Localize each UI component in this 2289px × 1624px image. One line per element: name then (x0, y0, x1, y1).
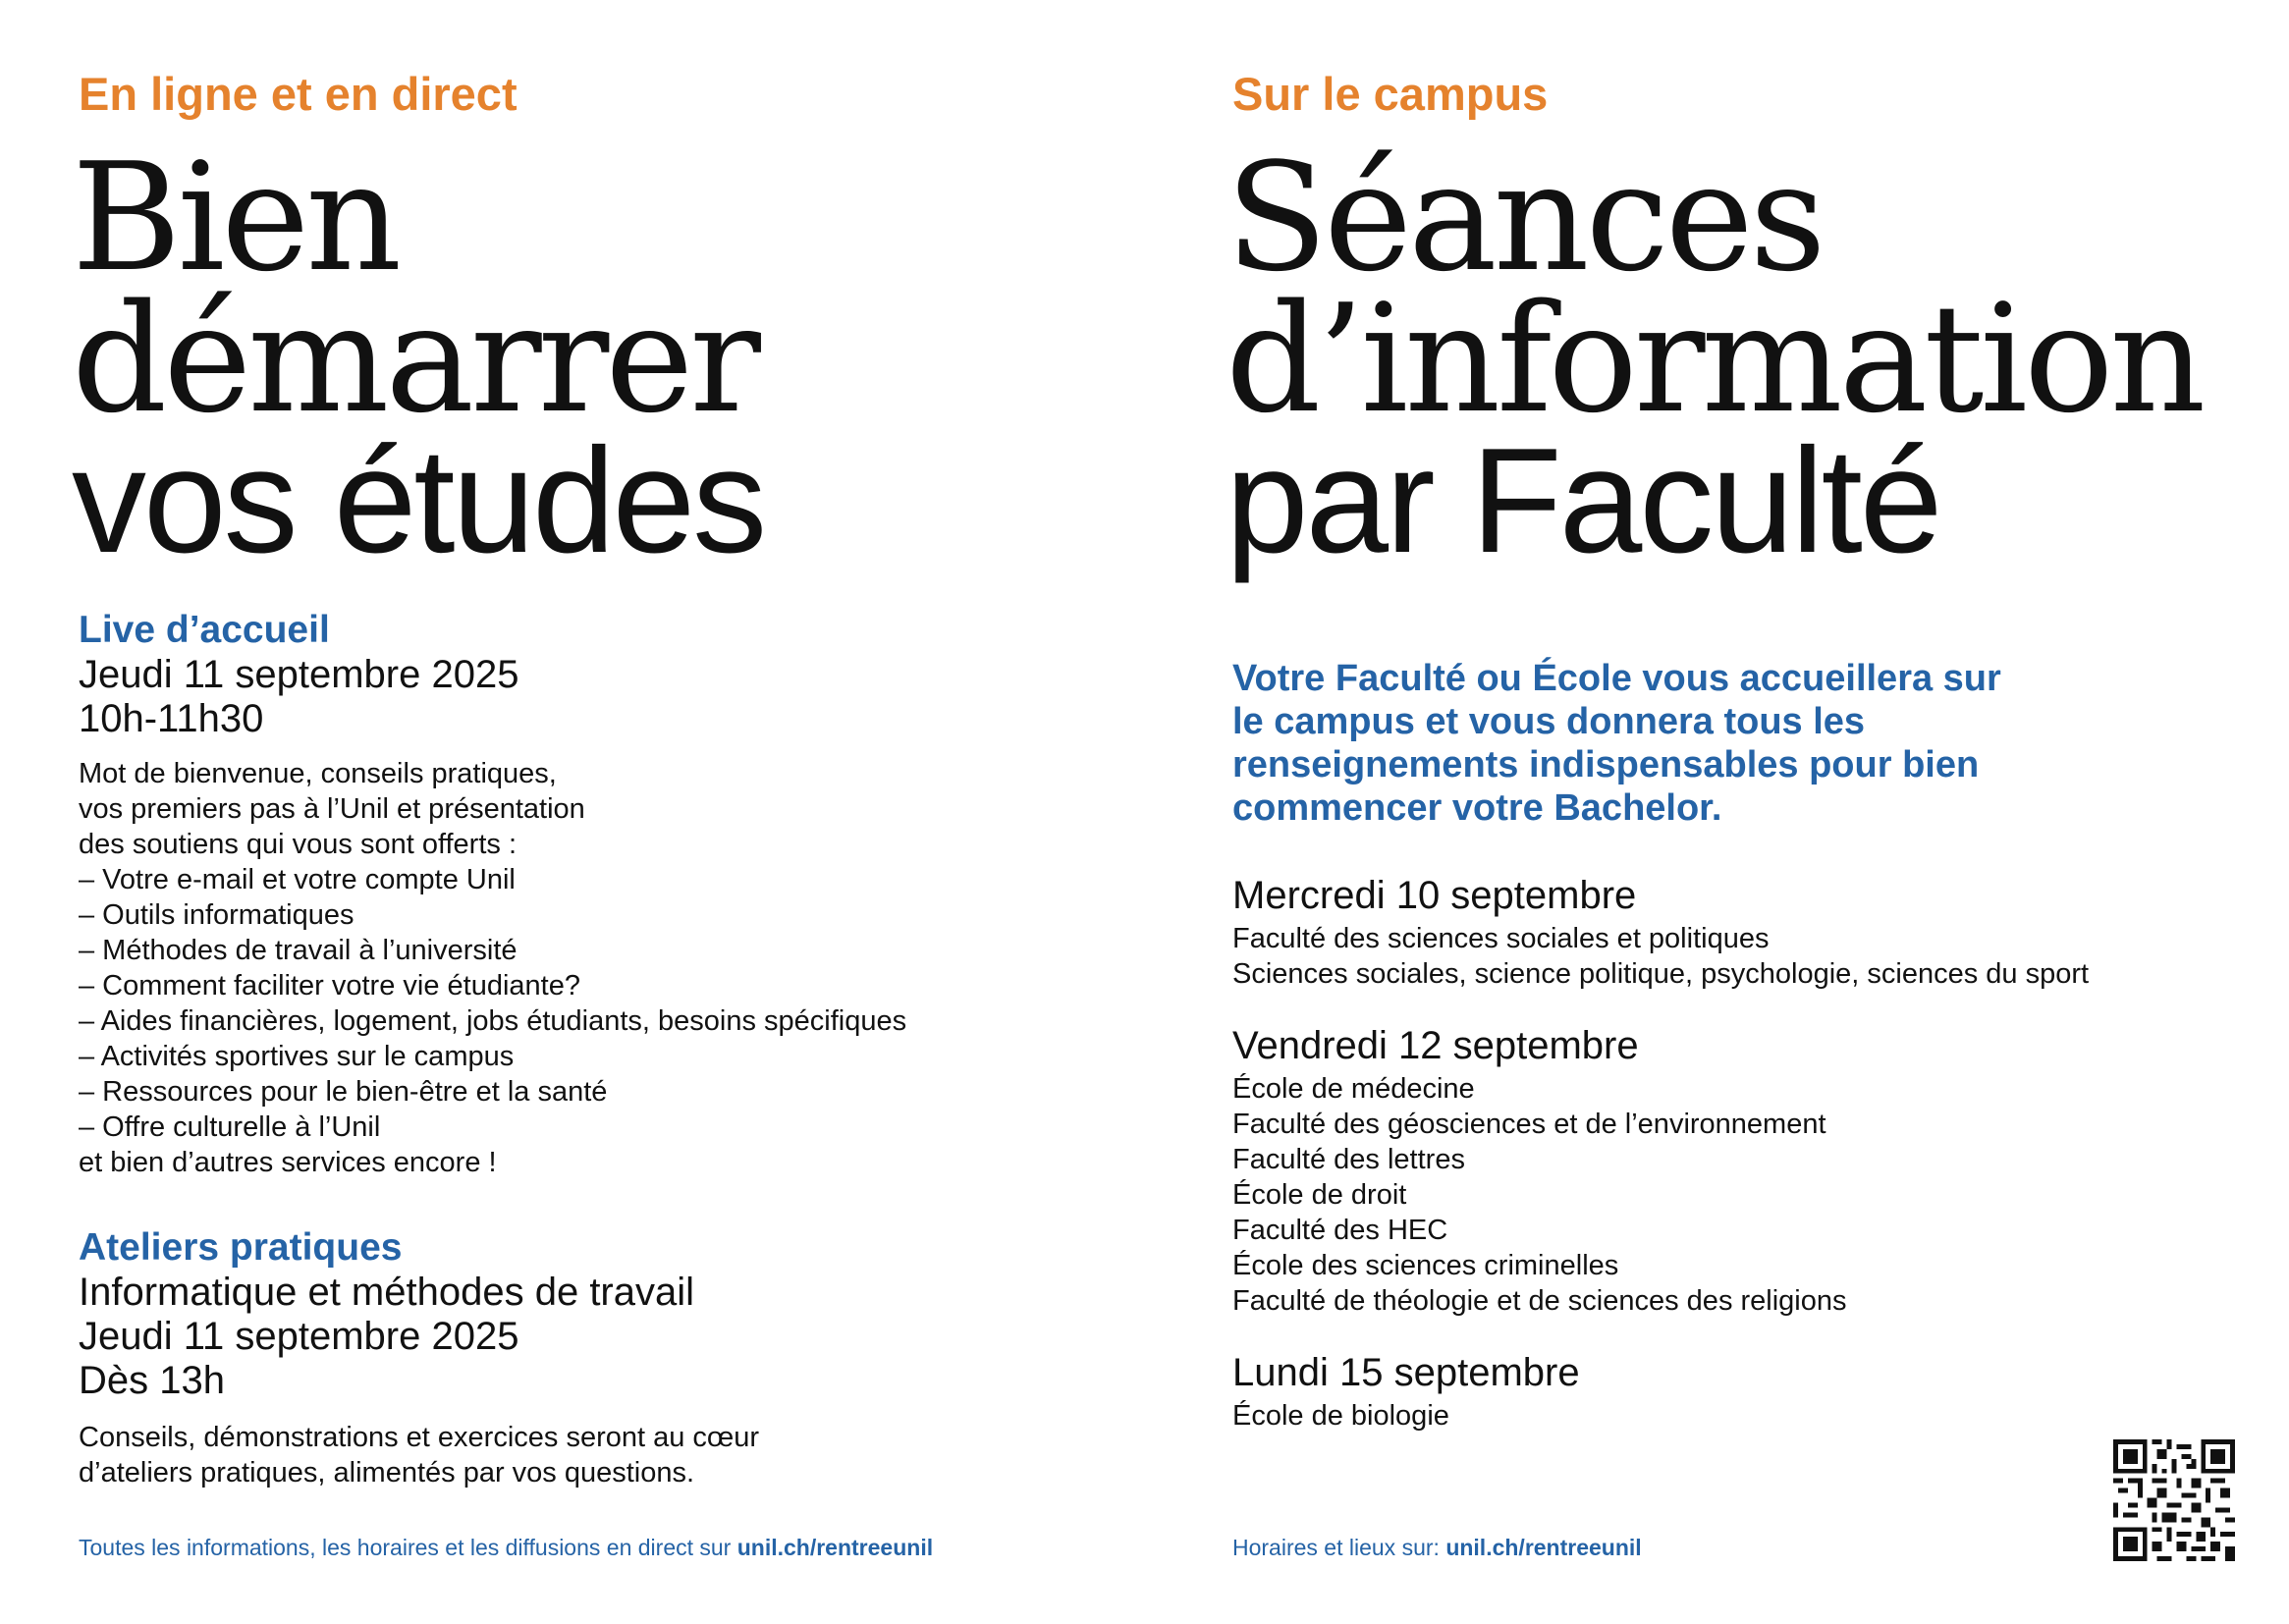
ateliers-line: d’ateliers pratiques, alimentés par vos questions. (79, 1457, 695, 1489)
live-line: des soutiens qui vous sont offerts : (79, 829, 518, 860)
session-item: École des sciences criminelles (1232, 1250, 1619, 1281)
left-headline (72, 131, 765, 584)
live-line: Mot de bienvenue, conseils pratiques, (79, 758, 557, 789)
live-line: – Comment faciliter votre vie étudiante? (79, 970, 580, 1001)
live-line: – Aides financières, logement, jobs étudiants, besoins spécifiques (79, 1005, 907, 1037)
right-headline-line: Séances (1226, 131, 1823, 304)
left-footer-link[interactable]: unil.ch/rentreeunil (736, 1535, 934, 1560)
right-eyebrow: Sur le campus (1232, 68, 1549, 120)
live-title: Live d’accueil (79, 609, 330, 651)
right-headline (1226, 131, 2203, 584)
session-item: École de droit (1232, 1179, 1407, 1211)
left-headline-line: démarrer (72, 272, 757, 446)
right-footer (1232, 1535, 1642, 1561)
right-footer-link[interactable]: unil.ch/rentreeunil (1445, 1535, 1642, 1560)
session-block (1232, 1024, 1847, 1319)
live-line: – Ressources pour le bien-être et la santé (79, 1076, 608, 1108)
live-line: – Votre e-mail et votre compte Unil (79, 864, 516, 895)
live-line: et bien d’autres services encore ! (79, 1147, 497, 1178)
qr-code-icon[interactable] (2113, 1439, 2235, 1561)
ateliers-section (79, 1225, 759, 1490)
right-headline-line: par Faculté (1226, 417, 1940, 584)
live-line: vos premiers pas à l’Unil et présentation (79, 793, 585, 825)
intro-text (1232, 657, 2001, 830)
ateliers-time: Dès 13h (79, 1359, 225, 1402)
live-description (79, 756, 906, 1180)
intro-line: renseignements indispensables pour bien (1232, 744, 1980, 785)
ateliers-description (79, 1420, 759, 1490)
live-time: 10h-11h30 (79, 697, 264, 740)
live-line: – Outils informatiques (79, 899, 354, 931)
left-headline-line: vos études (72, 417, 765, 584)
right-footer-text: Horaires et lieux sur: (1232, 1535, 1446, 1560)
session-day: Lundi 15 septembre (1232, 1351, 1580, 1394)
session-item: École de biologie (1232, 1400, 1449, 1432)
ateliers-date: Jeudi 11 septembre 2025 (79, 1315, 519, 1358)
session-item: Faculté des géosciences et de l’environnement (1232, 1109, 1826, 1140)
live-date: Jeudi 11 septembre 2025 (79, 653, 519, 696)
session-block (1232, 1351, 1580, 1434)
intro-line: Votre Faculté ou École vous accueillera sur (1232, 658, 2001, 699)
right-headline-line: d’information (1226, 272, 2203, 446)
session-item: Faculté des lettres (1232, 1144, 1465, 1175)
ateliers-line: Conseils, démonstrations et exercices seront au cœur (79, 1422, 760, 1453)
live-line: – Offre culturelle à l’Unil (79, 1111, 381, 1143)
session-item: École de médecine (1232, 1073, 1475, 1105)
left-eyebrow: En ligne et en direct (79, 68, 518, 120)
session-block (1232, 874, 2089, 992)
session-item: Sciences sociales, science politique, psychologie, sciences du sport (1232, 958, 2090, 990)
live-line: – Méthodes de travail à l’université (79, 935, 518, 966)
ateliers-subtitle: Informatique et méthodes de travail (79, 1271, 695, 1314)
left-footer (79, 1535, 933, 1561)
session-day: Mercredi 10 septembre (1232, 874, 1637, 917)
session-item: Faculté des HEC (1232, 1215, 1448, 1246)
intro-line: le campus et vous donnera tous les (1232, 701, 1866, 742)
live-line: – Activités sportives sur le campus (79, 1041, 515, 1072)
session-item: Faculté de théologie et de sciences des religions (1232, 1285, 1847, 1317)
left-headline-line: Bien (72, 131, 399, 304)
session-item: Faculté des sciences sociales et politiques (1232, 923, 1770, 954)
ateliers-title: Ateliers pratiques (79, 1226, 403, 1269)
intro-line: commencer votre Bachelor. (1232, 787, 1722, 829)
live-section (79, 608, 906, 1180)
session-day: Vendredi 12 septembre (1232, 1024, 1639, 1067)
left-footer-text: Toutes les informations, les horaires et les diffusions en direct sur (79, 1535, 737, 1560)
